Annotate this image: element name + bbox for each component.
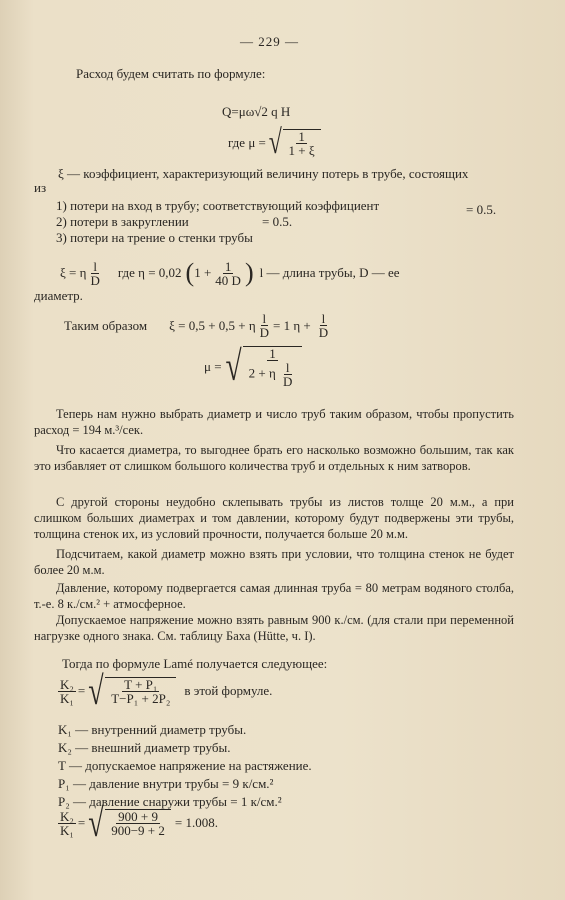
mu-final-f-num: l [285, 360, 290, 375]
result-eq: = [77, 815, 86, 830]
loss-item-1: 1) потери на вход в трубу; соответствующий коэффициент [56, 198, 380, 213]
sqrt-sign: √ $\frac{\text{T + P₁}}{\text{T−P₁ + 2P₂}}$ [85, 676, 176, 706]
lame-r-num: T + P₁ [124, 677, 158, 692]
paragraph-2: Что касается диаметра, то выгоднее брать его насколько возможно большим, так как это избавляет от слишком большого количества труб и отдельных к ним затворов. [34, 443, 514, 473]
mu-final-lhs: μ = [204, 359, 222, 374]
result-formula [56, 800, 218, 845]
friction-mid: где η = 0,02 [117, 265, 182, 280]
loss-item-2: 2) потери в закруглении [56, 214, 189, 229]
result-r-den: 900−9 + 2 [111, 823, 165, 838]
mu-def-den: 1 + ξ [288, 143, 315, 158]
mu-def-num: 1 [298, 129, 305, 144]
paren-right: ) [244, 258, 254, 287]
paragraph-7: Тогда по формуле Lamé получается следующее: [62, 656, 328, 671]
sum-f-num: l [262, 311, 267, 326]
paren-left: ( [185, 258, 195, 287]
sqrt-sign: √ $\frac{1}{1 + \xi}$ [266, 128, 321, 158]
formula-mu-definition [228, 124, 321, 161]
sqrt-sign: √ $\frac{900 + 9}{900-9 + 2}$ [85, 808, 171, 838]
definition-t: T — допускаемое напряжение на растяжение. [58, 758, 312, 773]
friction-f1-num: l [93, 258, 97, 274]
lame-formula [56, 668, 273, 713]
loss-item-3: 3) потери на трение о стенки трубы [56, 230, 253, 245]
loss-item-1-value: = 0.5. [466, 202, 497, 217]
paragraph-3: С другой стороны неудобно склепывать трубы из листов толще 20 м.м., а при слишком больших диаметрах и том давлении, которому будут подвержены эти трубы, толщина стенок их, из условий прочности, получается больше 20 м.м. [34, 495, 514, 541]
loss-item-2-value: = 0.5. [262, 214, 293, 229]
result-k-num: K₂ [60, 808, 74, 824]
paragraph-6: Допускаемое напряжение можно взять равным 900 к./см. (для стали при переменной нагрузке одного знака. См. таблицу Баха (Hütte, ч. I). [34, 613, 514, 643]
definition-p1: P₁ — давление внутри трубы = 9 к/см.² [58, 776, 274, 791]
friction-f2-den: 40 D [215, 272, 241, 288]
paragraph-1: Теперь нам нужно выбрать диаметр и число труб таким образом, чтобы пропустить расход = 194 м.³/сек. [34, 407, 514, 437]
lame-r-den: T−P₁ + 2P₂ [111, 691, 171, 706]
sum-lead: Таким образом [64, 317, 148, 333]
result-r-num: 900 + 9 [118, 809, 158, 824]
mu-final-num: 1 [269, 346, 276, 361]
result-value: = 1.008. [174, 815, 218, 830]
sum-f2-den: D [318, 325, 329, 340]
definition-p2: P₂ — давление снаружи трубы = 1 к/см.² [58, 794, 282, 809]
mu-final-f-den: D [283, 374, 293, 389]
lame-eq: = [77, 683, 86, 698]
page-number: — 229 — [240, 34, 299, 49]
friction-one-plus: 1 + [194, 265, 212, 280]
sum-f-den: D [259, 325, 270, 340]
friction-f1-den: D [90, 272, 100, 288]
mu-def-prefix: где μ = [228, 135, 266, 150]
friction-formula [60, 258, 400, 288]
formula-q: Q=μω√2 q H [222, 104, 291, 119]
friction-tail-cont: диаметр. [34, 288, 83, 303]
paragraph-4: Подсчитаем, какой диаметр можно взять при условии, что толщина стенок не будет более 20 м.м. [34, 547, 514, 577]
sum-formula [64, 312, 332, 339]
mu-final-den-prefix: 2 + η [248, 365, 276, 381]
friction-lhs: ξ = η [60, 265, 87, 280]
lame-k-num: K₂ [60, 676, 74, 692]
definition-k1: K₁ — внутренний диаметр трубы. [58, 722, 247, 737]
sum-f2-num: l [321, 311, 326, 326]
result-k-den: K₁ [60, 822, 74, 838]
mu-final-formula [204, 346, 302, 388]
friction-f2-num: 1 [224, 258, 232, 274]
intro-text: Расход будем считать по формуле: [76, 66, 266, 81]
xi-definition: ξ — коэффициент, характеризующий величину потерь в трубе, состоящих [58, 166, 469, 181]
xi-definition-cont: из [34, 180, 47, 195]
sum-expr: ξ = 0,5 + 0,5 + η [169, 317, 256, 333]
lame-note: в этой формуле. [184, 683, 273, 698]
friction-tail: l — длина трубы, D — ее [259, 265, 400, 280]
sum-mid: = 1 η + [273, 317, 311, 333]
sqrt-sign: √ 1 2 + η $\frac{l}{D}$ [222, 346, 303, 388]
paragraph-5: Давление, которому подвергается самая длинная труба = 80 метрам водяного столба, т.-е. 8 к./см.² + атмосферное. [34, 581, 514, 611]
lame-k-den: K₁ [60, 690, 74, 706]
definition-k2: K₂ — внешний диаметр трубы. [58, 740, 231, 755]
